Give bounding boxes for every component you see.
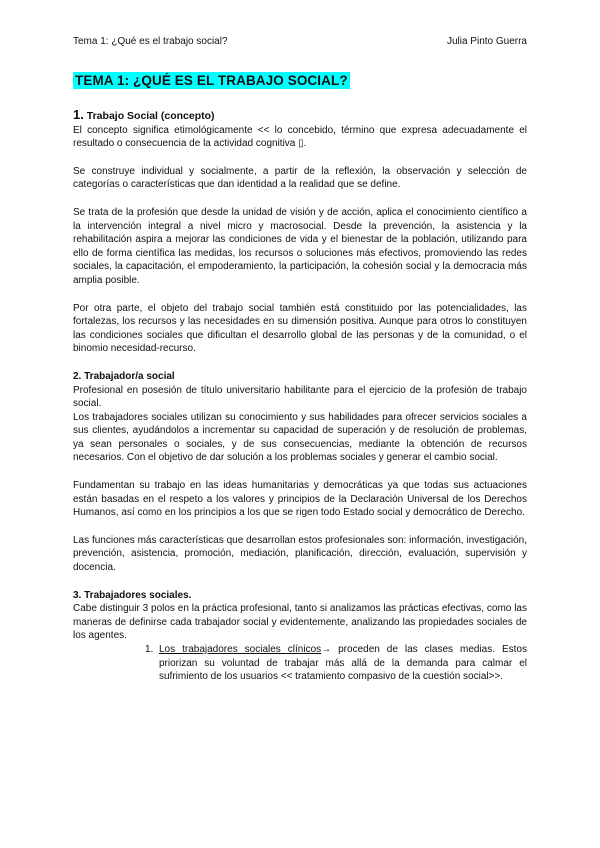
- list-item-body: → proceden de las clases medias. Estos priorizan su voluntad de trabajar más allá de la demanda para calmar el sufrimiento de los usuarios << tratamiento compasivo de la cuestión social>>.: [159, 644, 527, 683]
- document-body: [73, 108, 527, 684]
- section-2-paragraph-3: Fundamentan su trabajo en las ideas humanitarias y democráticas ya que todas sus actuaciones están basadas en el respeto a los valores y principios de la Declaración Universal de los Derechos Humanos, así como en los principios a los que se rigen todo Estado social y democrático de Derecho.: [73, 480, 527, 519]
- section-2-paragraph-1: Profesional en posesión de título universitario habilitante para el ejercicio de la profesión de trabajo social.: [73, 384, 527, 410]
- section-1-heading: [73, 108, 527, 124]
- section-3-heading: 3. Trabajadores sociales.: [73, 589, 192, 601]
- section-3-list: [73, 643, 527, 684]
- section-1-paragraph-4: Por otra parte, el objeto del trabajo social también está constituido por las potencialidades, las fortalezas, los recursos y las necesidades en su dimensión positiva. Aunque para otros lo constituyen las condiciones sociales que dificultan el desarrollo global de las personas y de la comunidad, o el binomio necesidad-recurso.: [73, 302, 527, 355]
- section-1-paragraph-2: Se construye individual y socialmente, a partir de la reflexión, la observación y selección de categorías o características que dan identidad a la realidad que se define.: [73, 165, 527, 191]
- page-header: [73, 36, 527, 50]
- section-1-paragraph-3: Se trata de la profesión que desde la unidad de visión y de acción, aplica el conocimiento científico a la intervención integral a nivel micro y macrosocial. Desde la prevención, la asistencia y la rehabilitación aspira a mejorar las condiciones de vida y el bienestar de la población, utilizando para ello de forma científica las medidas, los recursos o soluciones más efectivos, promoviendo las redes sociales, la capacitación, el empoderamiento, la participación, la cohesión social y la democracia más amplia posible.: [73, 206, 527, 286]
- list-item: [145, 643, 527, 684]
- list-item-number: 1.: [145, 644, 154, 655]
- header-author: Julia Pinto Guerra: [446, 36, 527, 47]
- section-2-paragraph-4: Las funciones más características que desarrollan estos profesionales son: información, investigación, prevención, asistencia, promoción, mediación, planificación, dirección, evaluación, supervisión y docencia.: [73, 534, 527, 574]
- section-1-paragraph-1: El concepto significa etimológicamente << lo concebido, término que expresa adecuadamente el resultado o consecuencia de la actividad cognitiva ▯.: [73, 124, 527, 150]
- section-1-number: 1.: [73, 107, 84, 122]
- header-topic: Tema 1: ¿Qué es el trabajo social?: [73, 36, 228, 47]
- section-3-paragraph-1: Cabe distinguir 3 polos en la práctica profesional, tanto si analizamos las prácticas efectivas, como las maneras de definirse cada trabajador social y evidentemente, analizando las propiedades sociales de los agentes.: [73, 603, 527, 642]
- document-title: TEMA 1: ¿QUÉ ES EL TRABAJO SOCIAL?: [75, 73, 348, 88]
- list-item-label: Los trabajadores sociales clínicos: [159, 644, 322, 655]
- section-1-title: Trabajo Social (concepto): [86, 110, 215, 122]
- section-2-heading: 2. Trabajador/a social: [73, 370, 175, 382]
- section-2-paragraph-2: Los trabajadores sociales utilizan su conocimiento y sus habilidades para ofrecer servicios sociales a sus clientes, ayudándolos a incrementar su capacidad de superación y de resolución de problemas, ya sean personales o sociales, y de sus consecuencias, mediante la obtención de recursos necesarios. Con el objetivo de dar solución a los problemas sociales y generar el cambio social.: [73, 411, 527, 464]
- list-item-text: [159, 643, 527, 684]
